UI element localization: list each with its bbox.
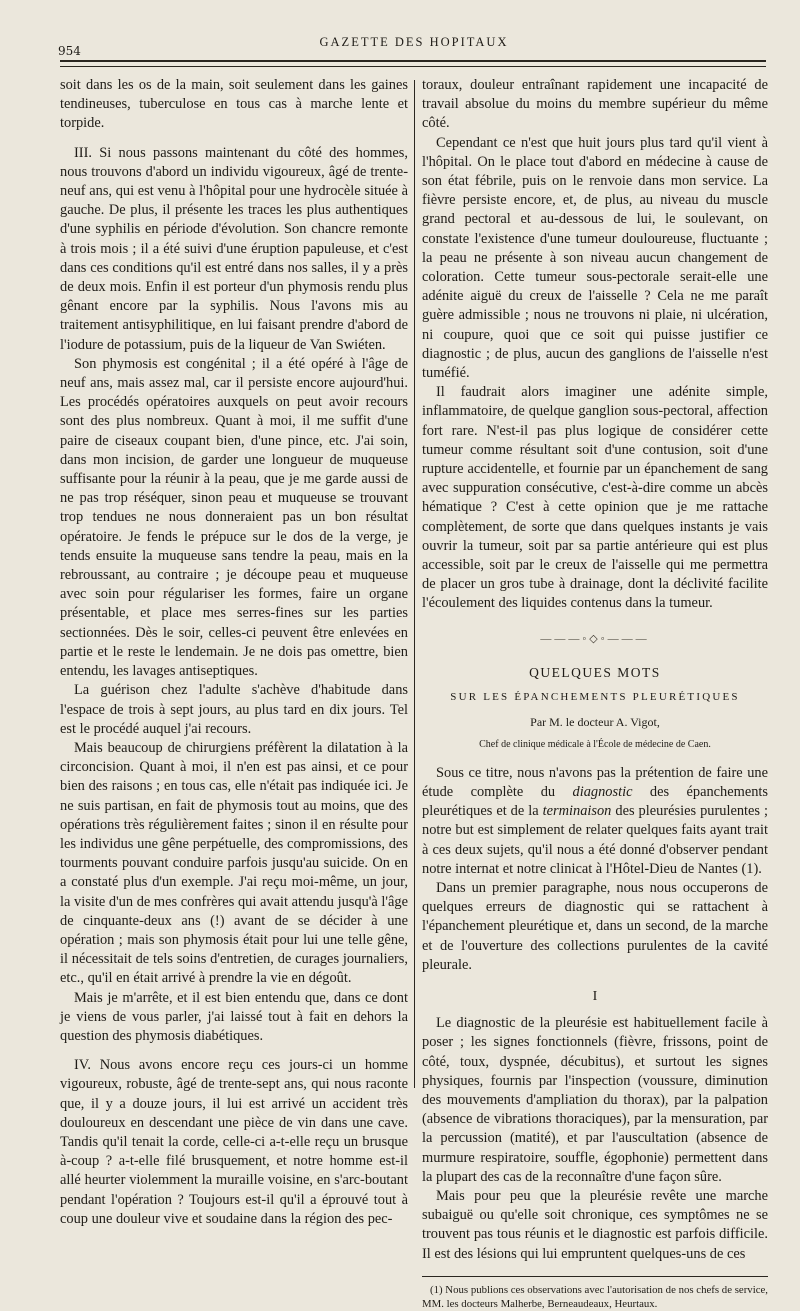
header-rule-thick xyxy=(60,60,766,62)
section-numeral: I xyxy=(592,988,598,1004)
paragraph: Cependant ce n'est que huit jours plus tard qu'il vient à l'hôpital. On le place tout d'abord en médecine à cause de son état fébrile, puis on le renvoie dans mon service. La fièvre persiste encore, et, de plus, au niveau du muscle grand pectoral et au-dessous de lui, le soulevant, on constate l'existence d'une tumeur douloureuse, fluctuante ; la peau ne présente à son niveau aucun changement de coloration. Cette tumeur sous-pectorale serait-elle une adénite aiguë du creux de l'aisselle ? Cela ne me paraît guère admissible ; nous ne trouvons ni plaie, ni ulcération, ni coupure, quoi que ce soit qui puisse justifier ce diagnostic ; de plus, aucun des ganglions de l'aisselle n'est tuméfié. xyxy=(422,134,768,382)
paragraph: toraux, douleur entraînant rapidement une incapacité de travail absolue du moins du membre supérieur du même côté. xyxy=(422,77,768,132)
paragraph: IV. Nous avons encore reçu ces jours-ci un homme vigoureux, robuste, âgé de trente-sept ans, qui nous raconte que, il y a douze jours, il lui est arrivé un accident très douloureux en descendant une pièce de vin dans une cave. Tandis qu'il tenait la corde, celle-ci a-t-elle reçu un brusque à-coup ? a-t-elle filé brusquement, et notre homme est-il allé heurter violemment la muraille voisine, en s'arc-boutant pendant l'opération ? Toujours est-il qu'il a éprouvé tout à coup une douleur vive et soudaine dans la région des pec- xyxy=(60,1057,408,1227)
page-number: 954 xyxy=(58,44,81,58)
intro-text: des pleurésies purulentes ; notre but est simplement de relater quelques faits ayant trait à ces deux sujets, qu'il nous a été donné d'observer pendant notre internat et notre clinicat à l'Hôtel-Dieu de Nantes (1). xyxy=(422,803,768,877)
section-ornament: ———◦◇◦——— xyxy=(540,632,650,645)
paragraph: La guérison chez l'adulte s'achève d'habitude dans l'espace de trois à sept jours, au plus tard en dix jours. Tel est le procédé auquel j'ai recours. xyxy=(60,682,408,737)
article-subtitle: SUR LES ÉPANCHEMENTS PLEURÉTIQUES xyxy=(450,691,740,704)
paragraph: Mais je m'arrête, et il est bien entendu que, dans ce dont je viens de vous parler, j'ai laissé tout à fait en dehors la question des phymosis diabétiques. xyxy=(60,989,408,1044)
intro-emphasis: diagnostic xyxy=(572,783,633,800)
intro-text: des épanchements pleurétiques et de la xyxy=(422,783,769,820)
left-column xyxy=(60,76,408,1227)
article-author: Par M. le docteur A. Vigot, xyxy=(530,715,660,730)
paragraph: Il faudrait alors imaginer une adénite simple, inflammatoire, de quelque ganglion sous-pectoral, affection fort rare. N'est-il pas plus logique de considérer cette tumeur comme résultant soit d'une contusion, soit d'une rupture accidentelle, et fournie par un épanchement de sang avec suppuration consécutive, c'est-à-dire comme un abcès hématique ? C'est à cette opinion que je me rattache complètement, de sorte que dans quelques instants je vais ouvrir la tumeur, soit par sa partie antérieure qui est plus accessible, soit par le creux de l'aisselle qui me permettra de placer un gros tube à drainage, dont la déclivité facilite l'écoulement des liquides contenus dans la tumeur. xyxy=(422,384,768,612)
header-rule-thin xyxy=(60,66,766,67)
paragraph: Le diagnostic de la pleurésie est habituellement facile à poser ; les signes fonctionnels (fièvre, frissons, point de côté, toux, dyspnée, décubitus), et surtout les signes physiques, fournis par l'inspection (voussure, diminution des mouvements d'ampliation du thorax), par la palpation (absence de vibrations thoraciques), par la mensuration, par la percussion (matité), et par l'auscultation (absence de murmure respiratoire, souffle, égophonie) permettent dans la plupart des cas de la reconnaître d'une façon sûre. xyxy=(422,1015,768,1185)
intro-paragraph xyxy=(422,764,768,879)
paragraph: III. Si nous passons maintenant du côté des hommes, nous trouvons d'abord un individu vigoureux, âgé de trente-neuf ans, qui est venu à l'hôpital pour une hydrocèle située à gauche. De plus, il présente les traces les plus authentiques d'une syphilis en période d'évolution. Son chancre remonte à trois mois ; il a été suivi d'une éruption papuleuse, et c'est dans ces conditions qu'il est entré dans nos salles, il y a près de deux mois. Enfin il est porteur d'un phymosis rendu plus gênant encore par la syphilis. Nous l'avons mis au traitement antisyphilitique, en lui faisant prendre d'abord de l'iodure de potassium, puis de la liqueur de Van Swiéten. xyxy=(60,144,408,353)
right-column xyxy=(422,76,769,1310)
column-divider xyxy=(414,80,415,1088)
paragraph: soit dans les os de la main, soit seulement dans les gaines tendineuses, tuberculose en tous cas à marche lente et torpide. xyxy=(60,77,408,132)
paragraph: Dans un premier paragraphe, nous nous occuperons de quelques erreurs de diagnostic qui se rattachent à l'épanchement pleurétique et, dans un second, de la marche et de l'ouverture des collections purulentes de la cavité pleurale. xyxy=(422,879,768,973)
footnote: (1) Nous publions ces observations avec l'autorisation de nos chefs de service, MM. les docteurs Malherbe, Berneaudeaux, Heurtaux. xyxy=(422,1283,768,1310)
intro-emphasis: terminaison xyxy=(542,803,612,820)
intro-text: Sous ce titre, nous n'avons pas la prétention de faire une étude complète du xyxy=(422,764,768,800)
paragraph: Mais beaucoup de chirurgiens préfèrent la dilatation à la circoncision. Quant à moi, il n'en est pas ainsi, et ce pour bien des raisons ; en tous cas, elle n'était pas indiquée ici. Je ne suis partisan, en fait de phymosis tout au moins, que des opérations très régulièrement faites ; sinon il en résulte pour les individus une gêne perpétuelle, des compromissions, des tourments pouvant conduire parfois jusqu'au suicide. On en a constaté plus d'un exemple. J'ai reçu moi-même, un jour, la visite d'un de mes confrères qui avait attendu jusqu'à l'âge de cinquante-deux ans (!) avant de se décider à une opération ; mais son phymosis était pour lui une telle gêne, il nécessitait de tels soins d'entretien, de curages journaliers, etc., qu'il en était arrivé à prendre la vie en dégoût. xyxy=(60,739,408,987)
footnote-rule xyxy=(422,1276,768,1277)
author-affiliation: Chef de clinique médicale à l'École de médecine de Caen. xyxy=(479,738,711,750)
running-title: GAZETTE DES HOPITAUX xyxy=(319,35,509,49)
article-title: QUELQUES MOTS xyxy=(529,664,661,680)
paragraph: Mais pour peu que la pleurésie revête une marche subaiguë ou qu'elle soit chronique, ces symptômes ne se trouvent pas tous réunis et le diagnostic est parfois difficile. Il est des lésions qui lui empruntent quelques-uns de ces xyxy=(422,1187,768,1262)
page-header xyxy=(58,32,770,60)
paragraph: Son phymosis est congénital ; il a été opéré à l'âge de neuf ans, mais assez mal, car il persiste encore aujourd'hui. Les procédés opératoires auxquels on peut avoir recours sont des plus nombreux. Quant à moi, il me suffit d'une paire de ciseaux coupant bien, d'une pince, etc. J'ai soin, dans mon incision, de garder une longueur de muqueuse suffisante pour la réunir à la peau, que je me garde aussi de ne pas trop réséquer, sinon peau et muqueuse se trouvant trop tendues ne nous donneraient pas un bon résultat opératoire. Je fends le prépuce sur le dos de la verge, je tends ensuite la muqueuse sans tendre la peau, mais en la rebroussant, au contraire ; je découpe peau et muqueuse avec soin pour régulariser les formes, faire un organe présentable, et place mes serres-fines sur les parties sectionnées. Dès le soir, celles-ci peuvent être enlevées en partie et le reste le lendemain. Je ne dois pas omettre, bien entendu, les lavages antiseptiques. xyxy=(60,355,408,680)
